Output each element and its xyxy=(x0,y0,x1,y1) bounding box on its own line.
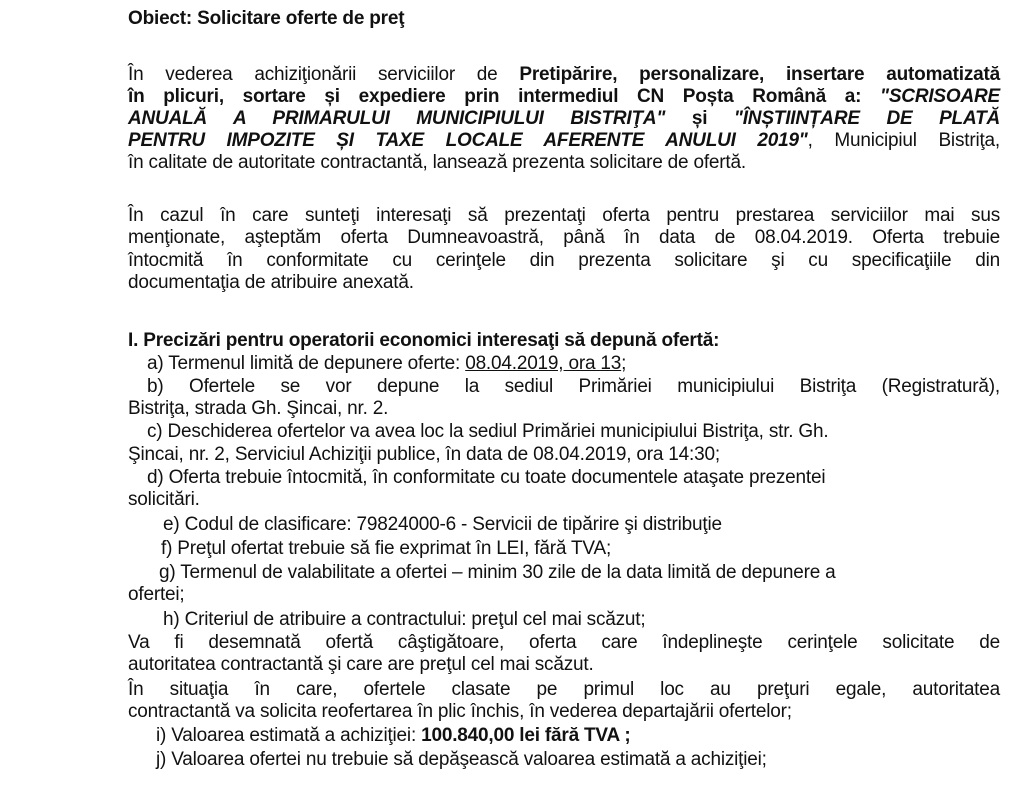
text-segment: și xyxy=(665,108,734,129)
text-segment: , Municipiul Bistriţa, xyxy=(807,130,1000,151)
text-segment: Pretipărire, personalizare, insertare automatizată xyxy=(519,64,1001,85)
text-segment: 08.04.2019, ora 13 xyxy=(465,353,622,374)
text-segment: c) Deschiderea ofertelor va avea loc la sediul Primăriei municipiului Bistriţa, str. Gh. xyxy=(147,421,829,442)
text-segment: f) Preţul ofertat trebuie să fie exprimat în LEI, fără TVA; xyxy=(161,538,612,559)
text-segment: e) Codul de clasificare: 79824000-6 - Servicii de tipărire şi distribuţie xyxy=(163,514,722,535)
text-segment: 100.840,00 lei fără TVA ; xyxy=(421,725,631,746)
text-segment: În vederea achiziţionării serviciilor de xyxy=(128,64,520,85)
text-line xyxy=(128,130,1000,152)
text-line xyxy=(128,654,594,676)
text-segment: ofertei; xyxy=(128,584,185,605)
text-line xyxy=(128,584,185,606)
text-line xyxy=(128,227,1000,249)
text-line xyxy=(147,353,626,375)
text-line xyxy=(147,376,1000,398)
text-segment: documentaţia de atribuire anexată. xyxy=(128,272,414,293)
text-line xyxy=(128,250,1000,272)
text-line xyxy=(156,725,631,747)
text-segment: ; xyxy=(621,353,627,374)
text-line xyxy=(128,330,719,352)
text-segment: menţionate, aşteptăm oferta Dumneavoastră, până în data de 08.04.2019. Oferta trebuie xyxy=(128,227,1000,248)
text-line xyxy=(128,632,1000,654)
text-segment: I. Precizări pentru operatorii economici interesaţi să depună ofertă: xyxy=(128,330,720,351)
text-line xyxy=(156,749,767,771)
text-line xyxy=(128,679,1000,701)
text-line xyxy=(128,205,1000,227)
text-segment: PENTRU IMPOZITE ȘI TAXE LOCALE AFERENTE ANULUI 2019" xyxy=(128,130,808,151)
subject-heading xyxy=(128,8,404,30)
text-line xyxy=(128,64,1000,86)
text-segment: În cazul în care sunteţi interesaţi să prezentaţi oferta pentru prestarea serviciilor mai sus xyxy=(128,205,1000,226)
text-segment: contractantă va solicita reofertarea în plic închis, în vederea departajării ofertelor; xyxy=(128,701,792,722)
text-segment: întocmită în conformitate cu cerinţele din prezenta solicitare şi cu specificaţiile din xyxy=(128,250,1000,271)
text-segment: Va fi desemnată ofertă câştigătoare, oferta care îndeplineşte cerinţele solicitate de xyxy=(128,632,1000,653)
text-segment: Şincai, nr. 2, Serviciul Achiziţii publice, în data de 08.04.2019, ora 14:30; xyxy=(128,444,720,465)
text-segment: în calitate de autoritate contractantă, lansează prezenta solicitare de ofertă. xyxy=(128,152,746,173)
text-line xyxy=(159,562,836,584)
text-line xyxy=(163,514,722,536)
text-segment: autoritatea contractantă şi care are preţul cel mai scăzut. xyxy=(128,654,594,675)
text-segment: solicitări. xyxy=(128,489,200,510)
text-segment: Obiect: Solicitare oferte de preţ xyxy=(128,8,405,29)
text-line xyxy=(128,398,388,420)
text-line xyxy=(128,489,200,511)
text-segment: a) Termenul limită de depunere oferte: xyxy=(147,353,466,374)
text-line xyxy=(128,444,720,466)
text-segment: j) Valoarea ofertei nu trebuie să depăşească valoarea estimată a achiziţiei; xyxy=(156,749,767,770)
text-segment: d) Oferta trebuie întocmită, în conformitate cu toate documentele ataşate prezentei xyxy=(147,467,826,488)
text-line xyxy=(128,86,1000,108)
text-line xyxy=(163,609,645,631)
text-segment: Bistriţa, strada Gh. Şincai, nr. 2. xyxy=(128,398,389,419)
text-segment: g) Termenul de valabilitate a ofertei – minim 30 zile de la data limită de depunere a xyxy=(159,562,836,583)
text-segment: "SCRISOARE xyxy=(880,86,1000,107)
text-segment: h) Criteriul de atribuire a contractului: preţul cel mai scăzut; xyxy=(163,609,646,630)
text-line xyxy=(147,421,828,443)
text-line xyxy=(147,467,825,489)
text-segment: în plicuri, sortare și expediere prin intermediul CN Poșta Română a: xyxy=(128,86,881,107)
text-line xyxy=(161,538,611,560)
text-line xyxy=(128,152,746,174)
text-segment: b) Ofertele se vor depune la sediul Primăriei municipiului Bistriţa (Registratură), xyxy=(147,376,1000,397)
text-segment: "ÎNȘTIINȚARE DE PLATĂ xyxy=(733,108,1000,129)
text-segment: i) Valoarea estimată a achiziţiei: xyxy=(156,725,422,746)
text-line xyxy=(128,701,792,723)
text-segment: ANUALĂ A PRIMARULUI MUNICIPIULUI BISTRIŢA" xyxy=(128,108,666,129)
text-line xyxy=(128,272,414,294)
text-segment: În situaţia în care, ofertele clasate pe primul loc au preţuri egale, autoritatea xyxy=(128,679,1000,700)
text-line xyxy=(128,108,1000,130)
